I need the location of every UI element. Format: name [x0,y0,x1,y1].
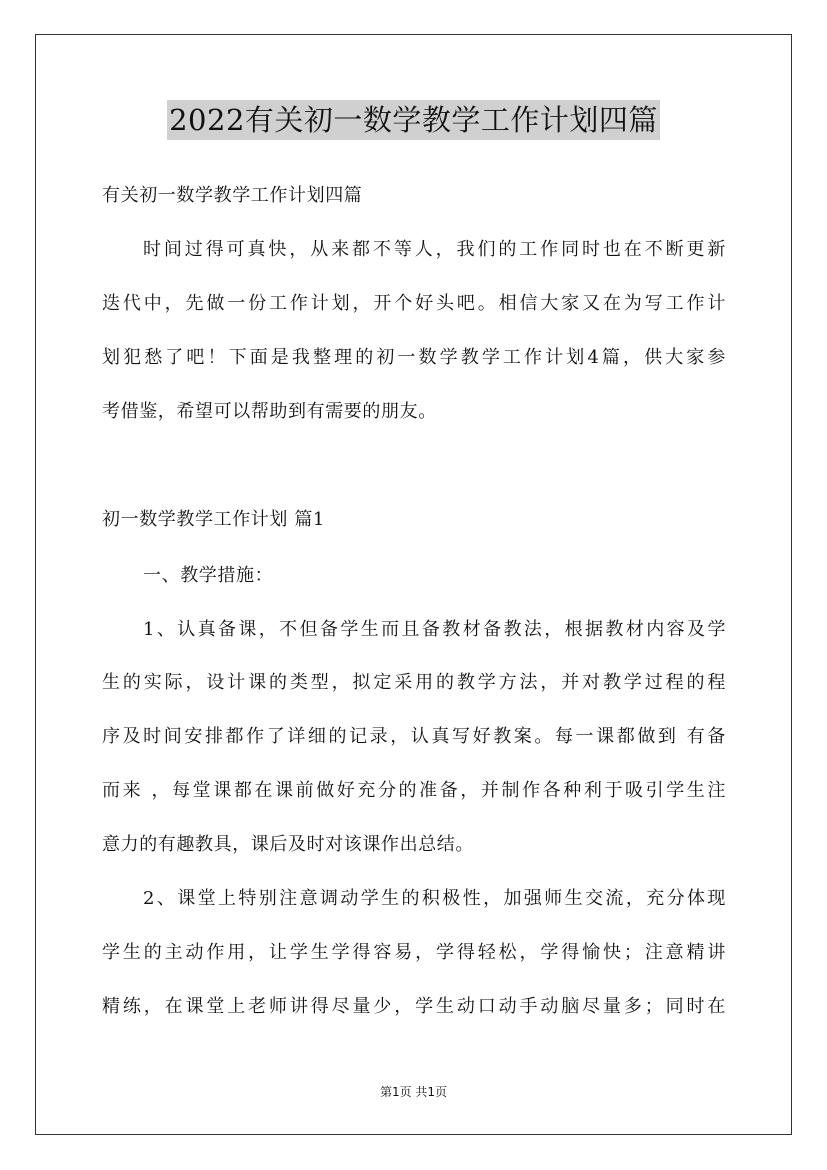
section-heading: 初一数学教学工作计划 篇1 [102,509,325,530]
paragraph-line: 生的实际，设计课的类型，拟定采用的教学方法，并对教学过程的程 [102,672,726,693]
paragraph-line: 考借鉴，希望可以帮助到有需要的朋友。 [102,401,437,422]
paragraph-line: 意力的有趣教具，课后及时对该课作出总结。 [102,834,474,855]
document-subtitle: 有关初一数学教学工作计划四篇 [102,185,363,206]
paragraph-line: 2、课堂上特别注意调动学生的积极性，加强师生交流，充分体现 [143,888,726,909]
paragraph-line: 时间过得可真快，从来都不等人，我们的工作同时也在不断更新 [143,239,726,260]
paragraph-line: 学生的主动作用，让学生学得容易，学得轻松，学得愉快；注意精讲 [102,942,726,963]
paragraph-line: 迭代中，先做一份工作计划，开个好头吧。相信大家又在为写工作计 [102,293,726,314]
paragraph-line: 序及时间安排都作了详细的记录，认真写好教案。每一课都做到 有备 [102,726,726,747]
page-footer: 第1页 共1页 [379,1085,448,1099]
paragraph-line: 而来 ，每堂课都在课前做好充分的准备，并制作各种利于吸引学生注 [102,780,726,801]
paragraph-line: 精练，在课堂上老师讲得尽量少，学生动口动手动脑尽量多；同时在 [102,996,726,1017]
paragraph-line: 划犯愁了吧！下面是我整理的初一数学教学工作计划4篇，供大家参 [102,347,726,368]
document-title-text: 2022有关初一数学教学工作计划四篇 [167,100,660,140]
document-title [0,100,827,140]
item-heading: 一、教学措施： [143,565,274,586]
paragraph-line: 1、认真备课，不但备学生而且备教材备教法，根据教材内容及学 [143,619,726,640]
